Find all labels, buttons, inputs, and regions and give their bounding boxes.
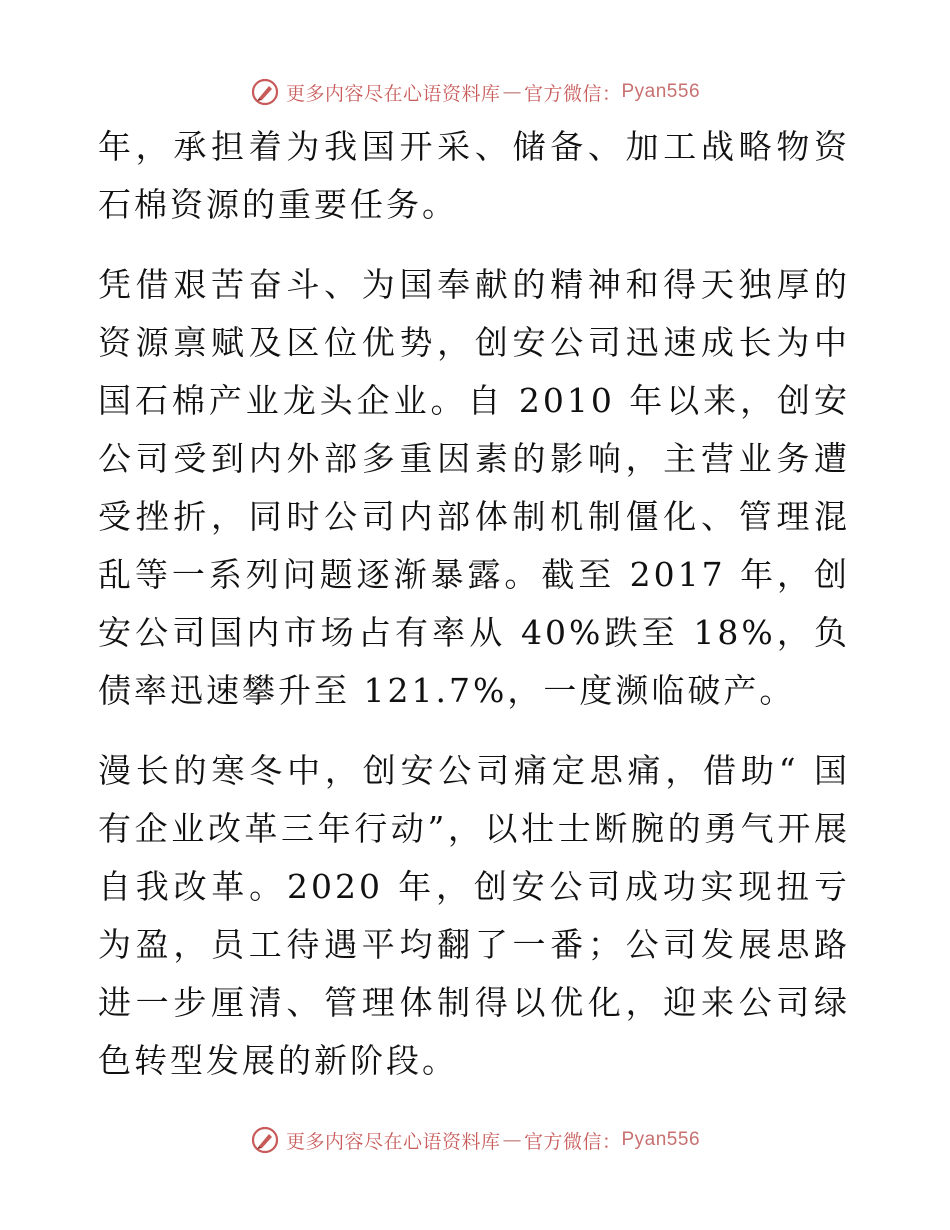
watermark-contact-id: Pyan556 [621, 81, 701, 102]
pen-nib-logo-icon [250, 1125, 280, 1155]
watermark-contact-id: Pyan556 [621, 1129, 701, 1150]
document-body [98, 118, 850, 1090]
watermark-brand: 更多内容尽在心语资料库 [285, 82, 501, 105]
header-watermark [0, 72, 950, 112]
paragraph-1: 年，承担着为我国开采、储备、加工战略物资石棉资源的重要任务。 [98, 127, 850, 224]
footer-watermark [0, 1120, 950, 1160]
watermark-separator: — [502, 1129, 522, 1151]
watermark-brand: 更多内容尽在心语资料库 [285, 1130, 501, 1153]
watermark-separator: — [502, 81, 522, 103]
watermark-contact-label: 官方微信： [523, 82, 622, 105]
pen-nib-logo-icon [250, 77, 280, 107]
paragraph-3: 漫长的寒冬中，创安公司痛定思痛，借助“ 国有企业改革三年行动”，以壮士断腕的勇气开展自我改革。2020 年，创安公司成功实现扭亏为盈，员工待遇平均翻了一番；公司发展思路进一步厘清、管理体制得以优化，迎来公司绿色转型发展的新阶段。 [98, 751, 850, 1080]
watermark-contact-label: 官方微信： [523, 1130, 622, 1153]
paragraph-2: 凭借艰苦奋斗、为国奉献的精神和得天独厚的资源禀赋及区位优势，创安公司迅速成长为中国石棉产业龙头企业。自 2010 年以来，创安公司受到内外部多重因素的影响，主营业务遭受挫折，同时公司内部体制机制僵化、管理混乱等一系列问题逐渐暴露。截至 2017 年，创安公司国内市场占有率从 40%跌至 18%，负债率迅速攀升至 121.7%，一度濒临破产。 [98, 265, 850, 710]
